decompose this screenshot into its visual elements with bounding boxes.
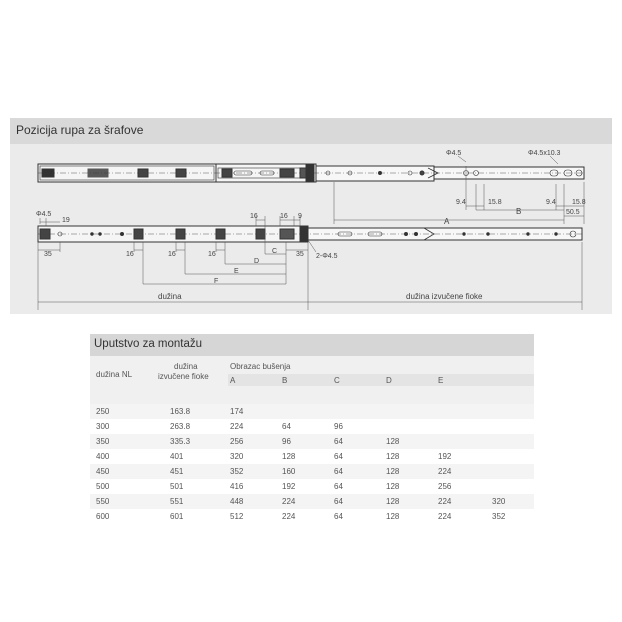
dim-label-f: F	[214, 278, 219, 285]
table-row	[90, 509, 534, 524]
dim-label-e: E	[234, 268, 239, 275]
cell-extension: 601	[170, 512, 184, 521]
col-length-unit: NL	[121, 370, 133, 379]
cell-length: 300	[96, 422, 110, 431]
table-title: Uputstvo za montažu	[94, 338, 203, 350]
dim-label-b: B	[516, 207, 522, 216]
col-letter-c: C	[334, 376, 340, 385]
cell-length: 250	[96, 407, 110, 416]
col-letter-a: A	[230, 376, 236, 385]
dim-9-4-a: 9.4	[456, 199, 466, 206]
pattern-letters-row	[228, 374, 490, 386]
cell-e: 224	[438, 467, 452, 476]
dim-16-e: 16	[280, 213, 288, 220]
cell-a: 352	[230, 467, 244, 476]
col-length-text: dužina	[96, 370, 120, 379]
bottom-slide	[38, 226, 582, 242]
cell-c: 64	[334, 452, 343, 461]
cell-b: 160	[282, 467, 296, 476]
drawing-panel	[10, 118, 612, 314]
cell-length: 450	[96, 467, 110, 476]
cell-c: 96	[334, 422, 343, 431]
cell-d: 128	[386, 482, 400, 491]
col-pattern-header: Obrazac bušenja	[230, 362, 291, 371]
cell-extension: 263.8	[170, 422, 191, 431]
cell-d: 128	[386, 437, 400, 446]
cell-e: 224	[438, 512, 452, 521]
cell-length: 550	[96, 497, 110, 506]
cell-length: 500	[96, 482, 110, 491]
col-extension-header-line1: dužina	[174, 362, 198, 371]
table-body	[90, 404, 534, 524]
drawing-panel-header	[10, 118, 612, 144]
pattern-letters-row-f	[490, 374, 534, 386]
cell-extension: 501	[170, 482, 184, 491]
cell-d: 128	[386, 497, 400, 506]
cell-b: 96	[282, 437, 291, 446]
cell-a: 256	[230, 437, 244, 446]
cell-d: 128	[386, 512, 400, 521]
cell-e: 192	[438, 452, 452, 461]
cell-extension: 335.3	[170, 437, 191, 446]
cell-extension: 451	[170, 467, 184, 476]
mounting-table	[90, 334, 534, 524]
cell-extension: 551	[170, 497, 184, 506]
dim-16-c: 16	[208, 251, 216, 258]
table-row	[90, 419, 534, 434]
bottom-hole-label: Φ4.5	[36, 211, 52, 218]
col-length-header	[96, 370, 132, 380]
cell-extension: 163.8	[170, 407, 191, 416]
dim-50-5: 50.5	[566, 209, 580, 216]
dim-15-8-a: 15.8	[488, 199, 502, 206]
dim-16-d: 16	[250, 213, 258, 220]
dim-16-a: 16	[126, 251, 134, 258]
cell-c: 64	[334, 437, 343, 446]
cell-b: 128	[282, 452, 296, 461]
col-letter-e: E	[438, 376, 444, 385]
table-column-headers	[90, 356, 534, 404]
dim-9: 9	[298, 213, 302, 220]
top-hole-label: Φ4.5	[446, 150, 462, 157]
drawing-panel-title: Pozicija rupa za šrafove	[16, 123, 144, 137]
dim-15-8-b: 15.8	[572, 199, 586, 206]
cell-length: 600	[96, 512, 110, 521]
cell-a: 174	[230, 407, 244, 416]
cell-d: 128	[386, 467, 400, 476]
cell-b: 192	[282, 482, 296, 491]
dim-19: 19	[62, 217, 70, 224]
length-label: dužina	[158, 292, 182, 301]
extension-label: dužina izvučene fioke	[406, 292, 483, 301]
dim-9-4-b: 9.4	[546, 199, 556, 206]
table-row	[90, 479, 534, 494]
cell-length: 350	[96, 437, 110, 446]
dim-16-b: 16	[168, 251, 176, 258]
col-letter-d: D	[386, 376, 392, 385]
cell-a: 224	[230, 422, 244, 431]
cell-a: 512	[230, 512, 244, 521]
cell-c: 64	[334, 497, 343, 506]
table-row	[90, 434, 534, 449]
table-header	[90, 334, 534, 356]
cell-d: 128	[386, 452, 400, 461]
cell-e: 256	[438, 482, 452, 491]
table-row	[90, 404, 534, 419]
dim-35-a: 35	[44, 251, 52, 258]
table-row	[90, 449, 534, 464]
dim-label-d: D	[254, 258, 260, 265]
cell-length: 400	[96, 452, 110, 461]
cell-f: 352	[492, 512, 506, 521]
cell-b: 64	[282, 422, 291, 431]
top-slide	[38, 164, 584, 182]
dim-35-b: 35	[296, 251, 304, 258]
cell-a: 320	[230, 452, 244, 461]
cell-a: 448	[230, 497, 244, 506]
bottom-holes-label: 2-Φ4.5	[316, 253, 338, 260]
col-letter-b: B	[282, 376, 288, 385]
technical-drawing	[10, 144, 612, 314]
cell-c: 64	[334, 512, 343, 521]
dim-label-a: A	[444, 217, 450, 226]
cell-b: 224	[282, 497, 296, 506]
cell-extension: 401	[170, 452, 184, 461]
col-extension-header-line2: izvučene fioke	[158, 372, 209, 381]
top-slot-label: Φ4.5x10.3	[528, 150, 561, 157]
cell-a: 416	[230, 482, 244, 491]
cell-e: 224	[438, 497, 452, 506]
table-row	[90, 464, 534, 479]
cell-c: 64	[334, 467, 343, 476]
cell-c: 64	[334, 482, 343, 491]
dim-label-c: C	[272, 248, 278, 255]
cell-f: 320	[492, 497, 506, 506]
table-row	[90, 494, 534, 509]
cell-b: 224	[282, 512, 296, 521]
